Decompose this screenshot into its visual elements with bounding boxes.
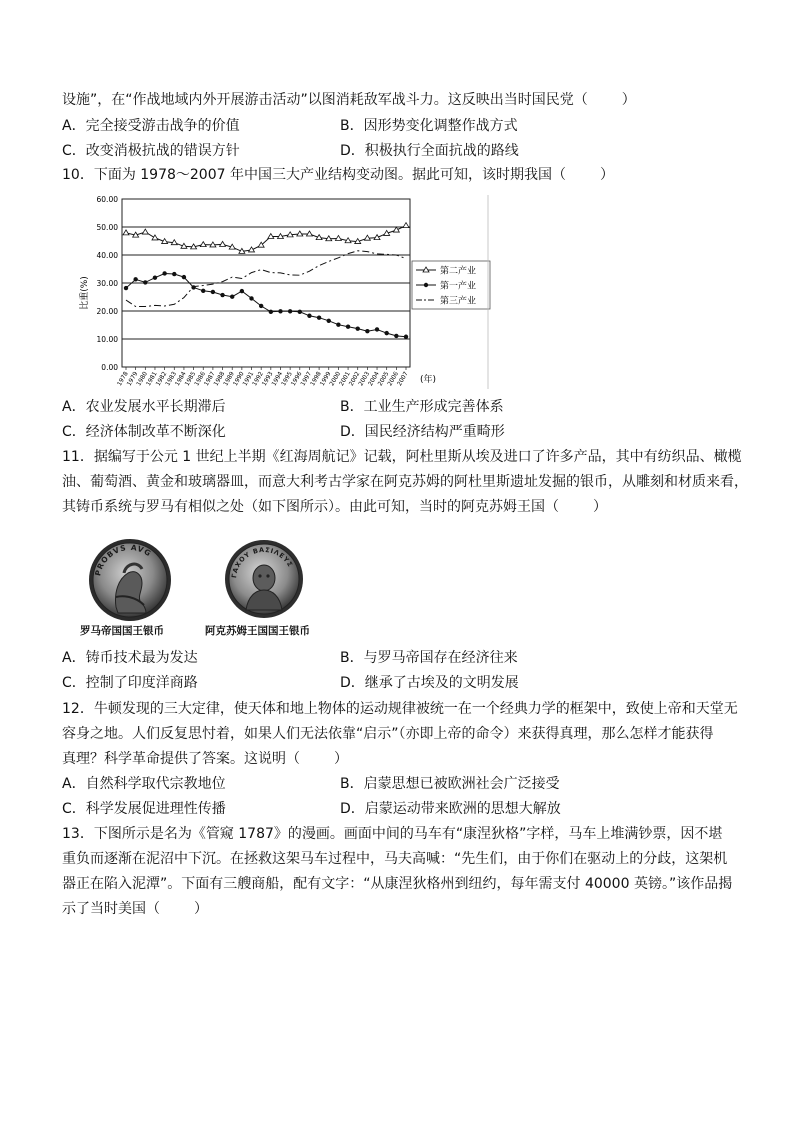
- aksum-coin-svg: [222, 536, 306, 622]
- data-point: [220, 293, 224, 297]
- q12-stem-text: 真理？科学革命提供了答案。这说明（: [62, 751, 300, 767]
- q11-option-c: C．控制了印度洋商路: [62, 675, 198, 691]
- data-point: [298, 310, 302, 314]
- q11-stem-text: 其铸币系统与罗马有相似之处（如下图所示）。由此可知，当时的阿克苏姆王国（: [62, 499, 559, 515]
- x-tick-label: 1987: [202, 370, 217, 388]
- chart-svg: [74, 193, 494, 393]
- data-point: [346, 324, 350, 328]
- data-point: [394, 334, 398, 338]
- data-point: [200, 242, 206, 247]
- q12-stem-line3: [62, 747, 348, 771]
- q9-stem: [62, 88, 636, 112]
- data-point: [249, 296, 253, 300]
- q12-stem-line1: 12．牛顿发现的三大定律，使天体和地上物体的运动规律被统一在一个经典力学的框架中，致使上帝和天堂无: [62, 701, 738, 717]
- x-tick-label: 2001: [338, 370, 352, 388]
- data-point: [278, 309, 282, 313]
- data-point: [288, 309, 292, 313]
- data-point: [336, 323, 340, 327]
- q11-stem-line1: 11．据编写于公元 1 世纪上半期《红海周航记》记载，阿杜里斯从埃及进口了许多产品，其中有纺织品、橄榄: [62, 449, 742, 465]
- y-tick-label: 60.00: [96, 195, 118, 204]
- roman-coin-svg: [80, 535, 180, 625]
- data-point: [317, 316, 321, 320]
- q12-paren-close: ）: [334, 751, 348, 767]
- x-tick-label: 1998: [309, 370, 323, 388]
- y-tick-label: 20.00: [96, 307, 118, 316]
- x-tick-label: 1993: [260, 370, 275, 388]
- aksum-coin-legend: ΓΑΧΟΥ ΒΑΣΙΛΕΥΣ: [230, 545, 295, 579]
- q12-option-d: D．启蒙运动带来欧洲的思想大解放: [340, 801, 561, 817]
- data-point: [365, 329, 369, 333]
- data-point: [143, 280, 147, 284]
- q13-paren-close: ）: [194, 901, 208, 917]
- chart-series: [123, 223, 409, 339]
- y-tick-label: 10.00: [96, 335, 118, 344]
- data-point: [152, 235, 158, 240]
- roman-coin-image: [80, 535, 180, 625]
- x-tick-label: 1999: [318, 370, 333, 388]
- q9-option-d: D．积极执行全面抗战的路线: [340, 143, 519, 159]
- data-point: [153, 275, 157, 279]
- q12-option-b: B．启蒙思想已被欧洲社会广泛接受: [340, 776, 560, 792]
- data-point: [220, 241, 226, 246]
- x-tick-label: 1990: [231, 370, 246, 388]
- data-point: [124, 286, 128, 290]
- q9-paren-close: ）: [621, 92, 636, 108]
- chart-grid: [122, 199, 410, 370]
- x-tick-label: 2006: [386, 370, 401, 388]
- y-tick-labels: [97, 195, 119, 372]
- x-tick-label: 2002: [347, 370, 362, 388]
- x-tick-label: 1979: [125, 370, 140, 388]
- data-point: [404, 335, 408, 339]
- q13-stem-line4: [62, 897, 208, 921]
- legend-label: 第二产业: [440, 266, 477, 277]
- q11-option-a: A．铸币技术最为发达: [62, 650, 198, 666]
- q13-stem-line3: 器正在陷入泥潭”。下面有三艘商船，配有文字：“从康涅狄格州到纽约，每年需支付 40000 英镑。”该作品揭: [62, 876, 733, 892]
- x-tick-label: 2007: [396, 370, 410, 388]
- q10-option-c: C．经济体制改革不断深化: [62, 424, 226, 440]
- x-tick-label: 2004: [367, 370, 381, 388]
- data-point: [259, 304, 263, 308]
- legend-marker: [424, 283, 428, 287]
- q10-stem: [62, 163, 614, 187]
- data-point: [269, 310, 273, 314]
- q13-stem-line1: 13．下图所示是名为《管窥 1787》的漫画。画面中间的马车有“康涅狄格”字样，马车上堆满钞票，因不堪: [62, 826, 723, 842]
- x-tick-label: 1984: [173, 370, 188, 388]
- data-point: [240, 289, 244, 293]
- x-axis-unit: (年): [420, 375, 437, 385]
- x-tick-label: 2000: [328, 370, 343, 388]
- x-tick-label: 1994: [270, 370, 285, 388]
- legend-label: 第一产业: [440, 281, 477, 292]
- q10-paren-close: ）: [599, 167, 614, 183]
- data-point: [356, 326, 360, 330]
- y-tick-label: 30.00: [96, 279, 118, 288]
- q11-stem-line3: [62, 495, 607, 519]
- x-tick-label: 1996: [289, 370, 304, 388]
- data-point: [335, 235, 341, 240]
- data-point: [307, 314, 311, 318]
- x-tick-labels: [116, 370, 410, 387]
- x-tick-label: 2005: [376, 370, 391, 388]
- q9-option-b: B．因形势变化调整作战方式: [340, 118, 518, 134]
- x-tick-label: 1989: [222, 370, 236, 388]
- data-point: [384, 331, 388, 335]
- roman-coin-legend: PROBVS AVG: [93, 542, 154, 577]
- industry-structure-chart: [74, 193, 494, 393]
- aksum-coin-caption: 阿克苏姆王国国王银币: [205, 625, 310, 637]
- q11-stem-line2: 油、葡萄酒、黄金和玻璃器皿，而意大利考古学家在阿克苏姆的阿杜里斯遗址发掘的银币，从雕刻和材质来看，: [62, 474, 748, 490]
- data-point: [172, 272, 176, 276]
- q11-paren-close: ）: [593, 499, 607, 515]
- data-point: [403, 223, 409, 228]
- y-tick-label: 50.00: [96, 223, 118, 232]
- x-tick-label: 1978: [116, 370, 130, 388]
- chart-legend: [412, 261, 490, 309]
- q11-option-d: D．继承了古埃及的文明发展: [340, 675, 519, 691]
- data-point: [375, 327, 379, 331]
- data-point: [162, 271, 166, 275]
- q12-option-c: C．科学发展促进理性传播: [62, 801, 226, 817]
- y-tick-label: 40.00: [96, 251, 118, 260]
- data-point: [230, 295, 234, 299]
- x-tick-label: 1980: [135, 370, 150, 388]
- q13-stem-line2: 重负而逐渐在泥沼中下沉。在拯救这架马车过程中，马夫高喊：“先生们，由于你们在驱动上的分歧，这架机: [62, 851, 728, 867]
- x-tick-label: 1988: [212, 370, 227, 388]
- q13-stem-text: 示了当时美国（: [62, 901, 160, 917]
- aksum-coin-image: [222, 536, 306, 622]
- q12-option-a: A．自然科学取代宗教地位: [62, 776, 226, 792]
- data-point: [327, 319, 331, 323]
- roman-coin-caption: 罗马帝国国王银币: [80, 625, 164, 637]
- x-tick-label: 1991: [241, 370, 256, 388]
- x-tick-label: 1983: [164, 370, 179, 388]
- data-point: [182, 275, 186, 279]
- x-tick-label: 1995: [280, 370, 294, 388]
- x-tick-label: 1981: [144, 370, 159, 388]
- data-point: [201, 289, 205, 293]
- q9-stem-text: 设施”，在“作战地域内外开展游击活动”以图消耗敌军战斗力。这反映出当时国民党（: [62, 92, 588, 108]
- q9-option-c: C．改变消极抗战的错误方针: [62, 143, 240, 159]
- data-point: [133, 277, 137, 281]
- q9-option-a: A．完全接受游击战争的价值: [62, 118, 240, 134]
- x-tick-label: 1982: [154, 370, 169, 388]
- series-line-3: [126, 251, 406, 307]
- q12-stem-line2: 容身之地。人们反复思忖着，如果人们无法依靠“启示”（亦即上帝的命令）来获得真理，那么怎样才能获得: [62, 726, 714, 742]
- x-tick-label: 1986: [193, 370, 207, 388]
- x-tick-label: 1985: [183, 370, 198, 388]
- x-tick-label: 1992: [251, 370, 265, 388]
- data-point: [123, 230, 129, 235]
- x-tick-label: 1997: [299, 370, 314, 388]
- y-tick-label: 0.00: [101, 363, 118, 372]
- y-axis-label: 比重(%): [80, 276, 90, 310]
- data-point: [142, 229, 148, 234]
- x-tick-label: 2003: [357, 370, 372, 388]
- q11-option-b: B．与罗马帝国存在经济往来: [340, 650, 518, 666]
- q10-option-d: D．国民经济结构严重畸形: [340, 424, 505, 440]
- q10-stem-text: 10．下面为 1978～2007 年中国三大产业结构变动图。据此可知，该时期我国（: [62, 167, 566, 183]
- data-point: [211, 290, 215, 294]
- q10-option-a: A．农业发展水平长期滞后: [62, 399, 226, 415]
- q10-option-b: B．工业生产形成完善体系: [340, 399, 504, 415]
- series-line-1: [126, 226, 406, 252]
- legend-label: 第三产业: [440, 296, 477, 307]
